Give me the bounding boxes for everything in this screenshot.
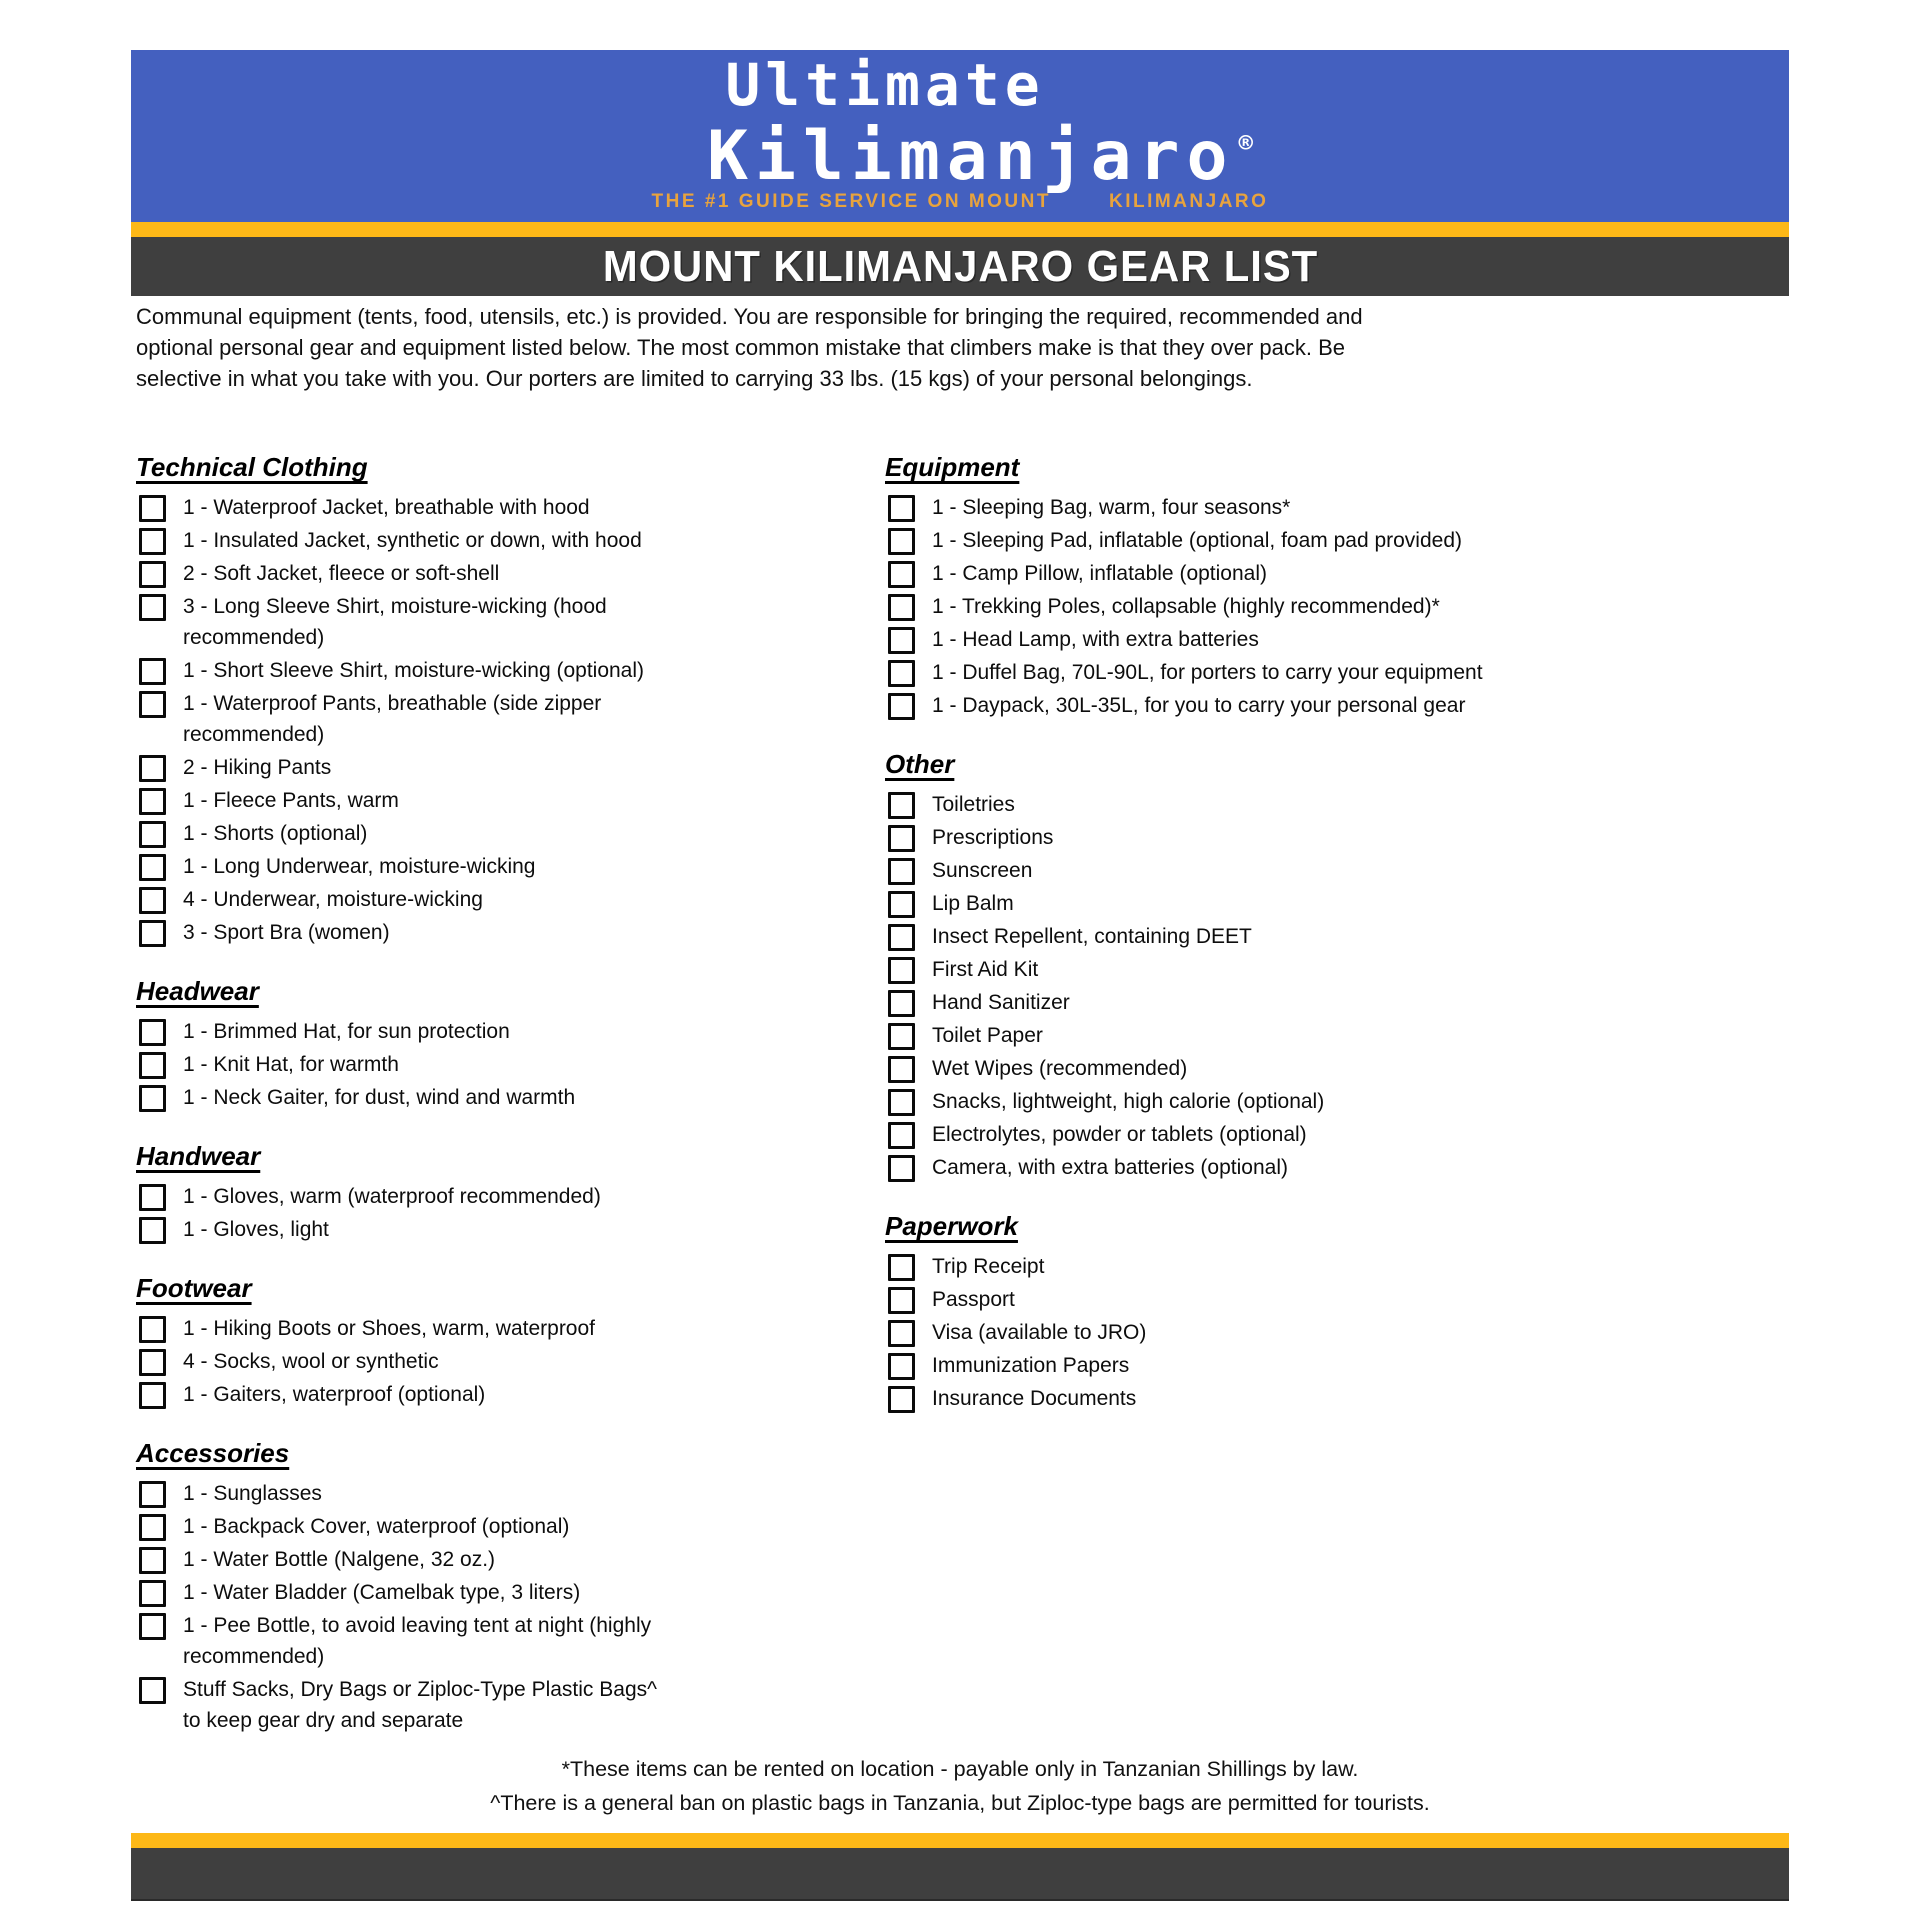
item-label: 3 - Long Sleeve Shirt, moisture-wicking (hood recommended): [183, 595, 607, 649]
checkbox[interactable]: [139, 1349, 166, 1376]
checklist-item: [136, 1379, 756, 1410]
checklist-item: [885, 657, 1605, 688]
item-label: Hand Sanitizer: [932, 991, 1070, 1014]
checkbox[interactable]: [139, 1677, 166, 1704]
checkbox[interactable]: [139, 755, 166, 782]
item-label: 1 - Short Sleeve Shirt, moisture-wicking (optional): [183, 659, 645, 682]
checkbox[interactable]: [139, 1382, 166, 1409]
section-other: [885, 749, 1605, 1183]
item-label: Visa (available to JRO): [932, 1321, 1147, 1344]
checkbox[interactable]: [888, 1023, 915, 1050]
checklist-item: [136, 1544, 756, 1575]
checkbox[interactable]: [888, 924, 915, 951]
checklist-item: [885, 1053, 1605, 1084]
checkbox[interactable]: [888, 1122, 915, 1149]
item-label: 1 - Trekking Poles, collapsable (highly recommended)*: [932, 595, 1440, 618]
item-label: 1 - Sleeping Bag, warm, four seasons*: [932, 496, 1291, 519]
checkbox[interactable]: [888, 561, 915, 588]
item-label: Insurance Documents: [932, 1387, 1137, 1410]
checkbox[interactable]: [139, 1514, 166, 1541]
checkbox[interactable]: [888, 957, 915, 984]
item-label: 1 - Gloves, light: [183, 1218, 329, 1241]
checklist-item: [885, 1020, 1605, 1051]
checklist-item: [136, 558, 756, 589]
checklist-item: [136, 1214, 756, 1245]
checkbox[interactable]: [888, 1386, 915, 1413]
checkbox[interactable]: [139, 1613, 166, 1640]
section-heading: Footwear: [136, 1273, 252, 1303]
section-handwear: [136, 1141, 756, 1245]
checklist-item: [885, 525, 1605, 556]
item-label: Electrolytes, powder or tablets (optional): [932, 1123, 1307, 1146]
checkbox[interactable]: [139, 1217, 166, 1244]
checklist-item: [885, 1350, 1605, 1381]
checkbox[interactable]: [139, 1184, 166, 1211]
section-heading: Accessories: [136, 1438, 290, 1468]
checklist-item: [136, 785, 756, 816]
checklist-item: [885, 1152, 1605, 1183]
item-label: 1 - Water Bladder (Camelbak type, 3 liters): [183, 1581, 581, 1604]
checkbox[interactable]: [888, 1353, 915, 1380]
checkbox[interactable]: [139, 788, 166, 815]
checklist-item: [136, 1346, 756, 1377]
item-label: 1 - Gaiters, waterproof (optional): [183, 1383, 486, 1406]
checkbox[interactable]: [888, 1254, 915, 1281]
checkbox[interactable]: [139, 1085, 166, 1112]
item-label: 1 - Backpack Cover, waterproof (optional): [183, 1515, 570, 1538]
checkbox[interactable]: [888, 1056, 915, 1083]
tagline-left: THE #1 GUIDE SERVICE ON MOUNT: [651, 191, 1051, 212]
checklist-item: [885, 921, 1605, 952]
section-technical-clothing: [136, 452, 756, 948]
ultimate-kilimanjaro-logo: [651, 51, 1269, 214]
checkbox[interactable]: [139, 1052, 166, 1079]
item-label: 1 - Gloves, warm (waterproof recommended): [183, 1185, 601, 1208]
checklist-item: [885, 954, 1605, 985]
checkbox[interactable]: [888, 1287, 915, 1314]
section-headwear: [136, 976, 756, 1113]
item-label: 1 - Brimmed Hat, for sun protection: [183, 1020, 510, 1043]
checklist-item: [136, 1478, 756, 1509]
checklist-item: [885, 1383, 1605, 1414]
checklist-item: [885, 855, 1605, 886]
checklist-item: [885, 1086, 1605, 1117]
right-checklist-column: [885, 452, 1605, 1416]
item-label: 1 - Sunglasses: [183, 1482, 322, 1505]
item-label: 2 - Soft Jacket, fleece or soft-shell: [183, 562, 500, 585]
item-label: 1 - Camp Pillow, inflatable (optional): [932, 562, 1267, 585]
checklist-item: [136, 655, 756, 686]
item-label: 1 - Shorts (optional): [183, 822, 368, 845]
item-label: 1 - Long Underwear, moisture-wicking: [183, 855, 536, 878]
bottom-dark-bar: [131, 1848, 1789, 1901]
checkbox[interactable]: [888, 1089, 915, 1116]
checkbox[interactable]: [888, 627, 915, 654]
checklist-item: [885, 558, 1605, 589]
checkbox[interactable]: [139, 1547, 166, 1574]
checkbox[interactable]: [139, 821, 166, 848]
footnote-plastic-bags: ^There is a general ban on plastic bags in Tanzania, but Ziploc-type bags are permitted for tourists.: [490, 1791, 1430, 1815]
checklist-item: [885, 822, 1605, 853]
registered-trademark-icon: ®: [1238, 129, 1253, 157]
footnote-rental: *These items can be rented on location - payable only in Tanzanian Shillings by law.: [561, 1757, 1359, 1781]
item-label: Toilet Paper: [932, 1024, 1043, 1047]
item-label: Stuff Sacks, Dry Bags or Ziploc-Type Plastic Bags^ to keep gear dry and separate: [183, 1678, 657, 1732]
checklist-item: [136, 492, 756, 523]
checklist-item: [136, 917, 756, 948]
checkbox[interactable]: [888, 693, 915, 720]
item-label: Camera, with extra batteries (optional): [932, 1156, 1288, 1179]
checklist-item: [136, 1181, 756, 1212]
section-heading: Handwear: [136, 1141, 261, 1171]
checklist-item: [885, 987, 1605, 1018]
item-label: 1 - Pee Bottle, to avoid leaving tent at night (highly recommended): [183, 1614, 652, 1668]
checkbox[interactable]: [139, 658, 166, 685]
item-label: Passport: [932, 1288, 1015, 1311]
logo-word-kilimanjaro: Kilimanjaro ®: [707, 117, 1253, 196]
checklist-item: [136, 1577, 756, 1608]
item-label: 1 - Water Bottle (Nalgene, 32 oz.): [183, 1548, 496, 1571]
intro-line: Communal equipment (tents, food, utensils, etc.) is provided. You are responsible for bringing the required, recommended and: [136, 304, 1363, 329]
checkbox[interactable]: [888, 990, 915, 1017]
checklist-item: [885, 1119, 1605, 1150]
checkbox[interactable]: [139, 528, 166, 555]
checkbox[interactable]: [139, 887, 166, 914]
section-heading: Other: [885, 749, 955, 779]
item-label: Insect Repellent, containing DEET: [932, 925, 1252, 948]
checklist-item: [885, 888, 1605, 919]
item-label: 1 - Neck Gaiter, for dust, wind and warmth: [183, 1086, 576, 1109]
checkbox[interactable]: [139, 1316, 166, 1343]
checkbox[interactable]: [139, 561, 166, 588]
intro-paragraph: [136, 301, 1596, 394]
checklist-item: [885, 1284, 1605, 1315]
checklist-item: [885, 789, 1605, 820]
intro-line: selective in what you take with you. Our porters are limited to carrying 33 lbs. (15 kgs) of your personal belongings.: [136, 366, 1253, 391]
checkbox[interactable]: [139, 1580, 166, 1607]
checkbox[interactable]: [139, 854, 166, 881]
checklist-item: [136, 1313, 756, 1344]
checklist-item: [136, 1016, 756, 1047]
item-label: Immunization Papers: [932, 1354, 1130, 1377]
item-label: 1 - Knit Hat, for warmth: [183, 1053, 399, 1076]
checklist-item: [136, 1082, 756, 1113]
section-heading: Headwear: [136, 976, 259, 1006]
item-label: Sunscreen: [932, 859, 1033, 882]
bottom-yellow-stripe: [131, 1833, 1789, 1848]
checklist-item: [885, 624, 1605, 655]
checklist-item: [136, 591, 756, 653]
checkbox[interactable]: [139, 594, 166, 621]
checklist-item: [136, 1049, 756, 1080]
item-label: 3 - Sport Bra (women): [183, 921, 390, 944]
checklist-item: [136, 1610, 756, 1672]
item-label: Prescriptions: [932, 826, 1054, 849]
item-label: 4 - Socks, wool or synthetic: [183, 1350, 439, 1373]
checkbox[interactable]: [139, 920, 166, 947]
checklist-item: [885, 1251, 1605, 1282]
item-label: 1 - Fleece Pants, warm: [183, 789, 399, 812]
checkbox[interactable]: [139, 691, 166, 718]
section-paperwork: [885, 1211, 1605, 1414]
title-bar: [131, 237, 1789, 296]
item-label: 1 - Hiking Boots or Shoes, warm, waterproof: [183, 1317, 596, 1340]
checkbox[interactable]: [888, 825, 915, 852]
checklist-item: [136, 884, 756, 915]
checklist-item: [136, 818, 756, 849]
item-label: Trip Receipt: [932, 1255, 1045, 1278]
logo-word-ultimate: Ultimate: [725, 51, 1045, 119]
checklist-item: [136, 525, 756, 556]
top-yellow-stripe: [131, 222, 1789, 237]
left-checklist-column: [136, 452, 756, 1738]
tagline-right: KILIMANJARO: [1108, 191, 1269, 212]
item-label: Wet Wipes (recommended): [932, 1057, 1188, 1080]
item-label: 1 - Head Lamp, with extra batteries: [932, 628, 1259, 651]
item-label: 1 - Waterproof Pants, breathable (side zipper recommended): [183, 692, 602, 746]
item-label: 1 - Daypack, 30L-35L, for you to carry your personal gear: [932, 694, 1466, 717]
checkbox[interactable]: [888, 792, 915, 819]
checklist-item: [885, 591, 1605, 622]
item-label: 1 - Waterproof Jacket, breathable with hood: [183, 496, 590, 519]
checkbox[interactable]: [888, 1320, 915, 1347]
checkbox[interactable]: [139, 495, 166, 522]
checkbox[interactable]: [888, 495, 915, 522]
checkbox[interactable]: [888, 660, 915, 687]
checkbox[interactable]: [888, 858, 915, 885]
logo-tagline: [652, 190, 1269, 214]
item-label: Lip Balm: [932, 892, 1014, 915]
checklist-item: [885, 492, 1605, 523]
checkbox[interactable]: [139, 1019, 166, 1046]
checklist-item: [885, 690, 1605, 721]
section-heading: Paperwork: [885, 1211, 1018, 1241]
section-heading: Equipment: [885, 452, 1020, 482]
checkbox[interactable]: [139, 1481, 166, 1508]
item-label: 1 - Insulated Jacket, synthetic or down, with hood: [183, 529, 642, 552]
footnotes: [131, 1752, 1789, 1820]
item-label: First Aid Kit: [932, 958, 1039, 981]
item-label: 4 - Underwear, moisture-wicking: [183, 888, 483, 911]
section-heading: Technical Clothing: [136, 452, 368, 482]
section-accessories: [136, 1438, 756, 1736]
header-banner: [131, 50, 1789, 222]
section-equipment: [885, 452, 1605, 721]
section-footwear: [136, 1273, 756, 1410]
checkbox[interactable]: [888, 528, 915, 555]
checklist-item: [136, 688, 756, 750]
item-label: 2 - Hiking Pants: [183, 756, 332, 779]
checklist-item: [136, 1674, 756, 1736]
page-title: MOUNT KILIMANJARO GEAR LIST: [602, 241, 1318, 291]
checklist-item: [136, 1511, 756, 1542]
checklist-item: [136, 851, 756, 882]
item-label: 1 - Sleeping Pad, inflatable (optional, foam pad provided): [932, 529, 1463, 552]
checklist-item: [136, 752, 756, 783]
item-label: 1 - Duffel Bag, 70L-90L, for porters to carry your equipment: [932, 661, 1483, 684]
checkbox[interactable]: [888, 1155, 915, 1182]
intro-line: optional personal gear and equipment listed below. The most common mistake that climbers make is that they over pack. Be: [136, 335, 1345, 360]
item-label: Toiletries: [932, 793, 1015, 816]
checklist-item: [885, 1317, 1605, 1348]
checkbox[interactable]: [888, 594, 915, 621]
checkbox[interactable]: [888, 891, 915, 918]
item-label: Snacks, lightweight, high calorie (optional): [932, 1090, 1325, 1113]
